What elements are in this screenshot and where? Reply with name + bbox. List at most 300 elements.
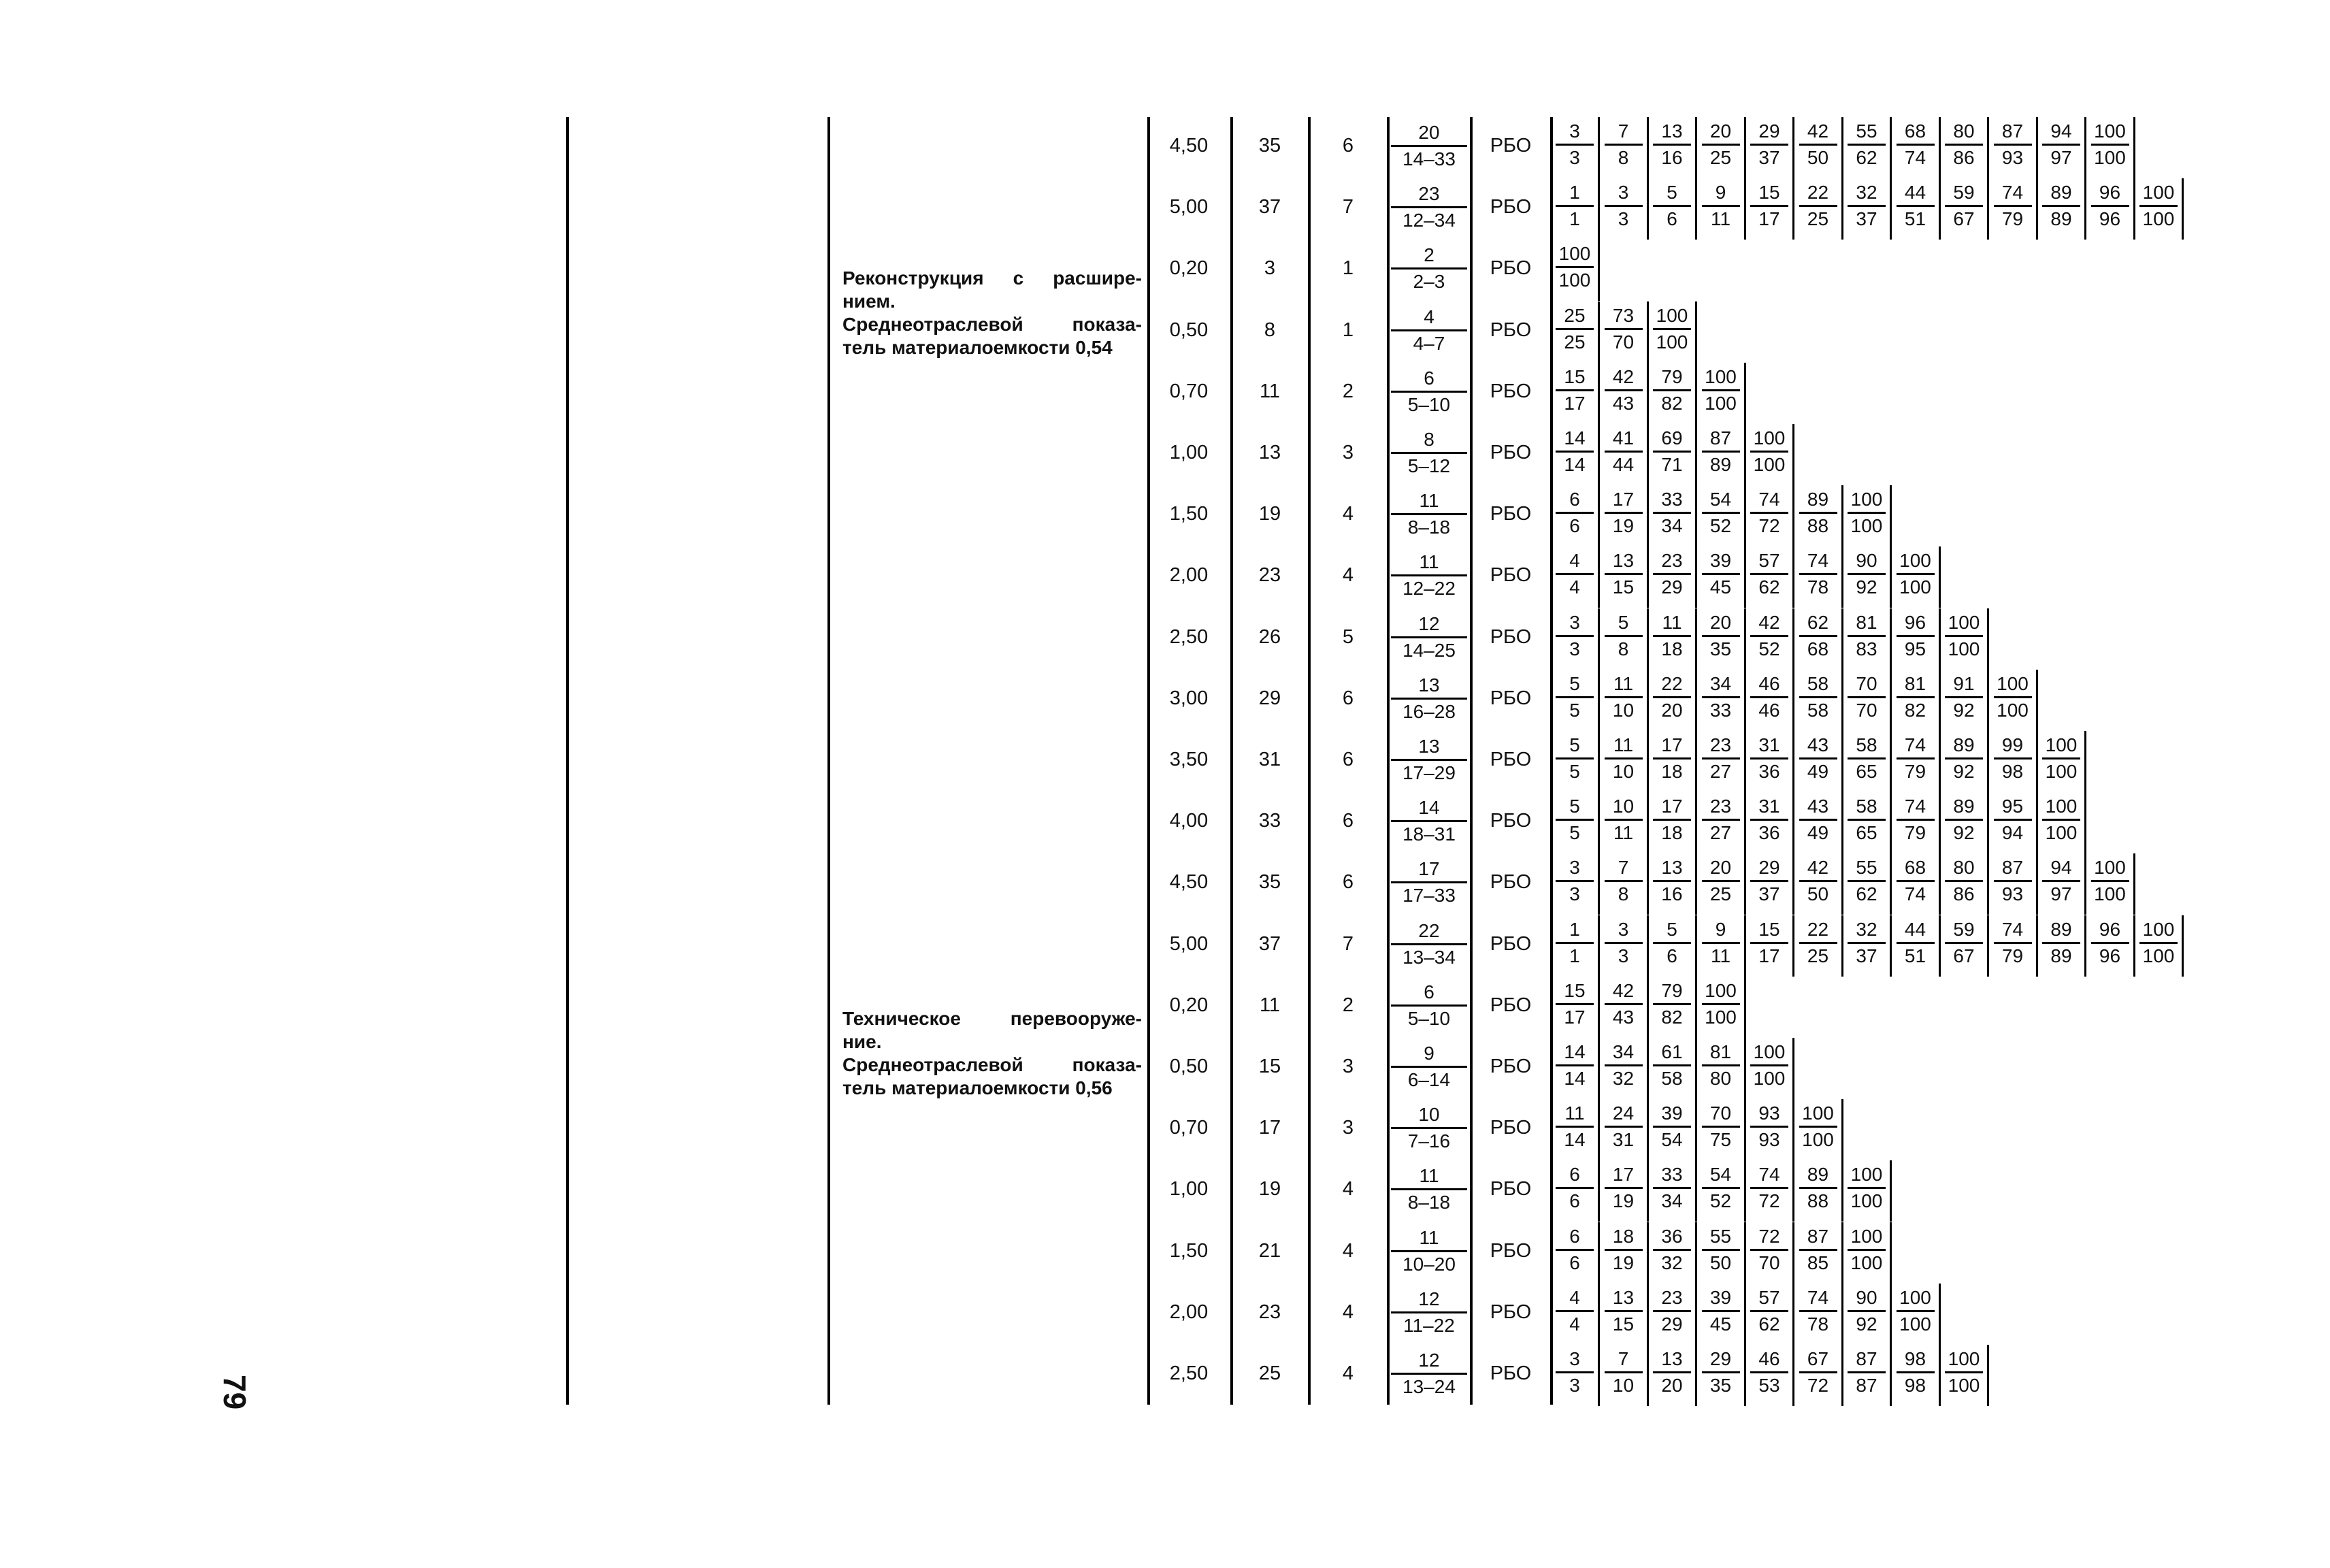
org-cell: РБО bbox=[1490, 442, 1532, 463]
cost-cell: 4,50 bbox=[1169, 135, 1209, 157]
denominator: 25 bbox=[1807, 208, 1829, 230]
norm-fraction bbox=[1391, 1164, 1467, 1214]
percent-cell bbox=[1750, 1225, 1794, 1279]
denominator: 8 bbox=[1618, 883, 1629, 905]
cell-rule bbox=[1695, 731, 1697, 792]
numerator: 14 bbox=[1564, 427, 1586, 448]
cell-rule bbox=[1647, 485, 1649, 546]
denominator: 10 bbox=[1612, 1375, 1635, 1396]
cell-rule bbox=[1647, 792, 1649, 853]
percent-fraction bbox=[1702, 120, 1740, 169]
percent-fraction bbox=[1799, 672, 1837, 722]
denominator: 82 bbox=[1661, 392, 1683, 414]
denominator: 92 bbox=[1856, 576, 1877, 598]
denominator: 82 bbox=[1661, 1006, 1683, 1028]
category-line3: тель материалоемкости 0,56 bbox=[842, 1077, 1113, 1098]
numerator: 7 bbox=[1618, 120, 1629, 142]
percent-fraction bbox=[1605, 856, 1643, 906]
cell-rule bbox=[1841, 1222, 1843, 1284]
percent-cell bbox=[1750, 918, 1794, 973]
cell-rule bbox=[1695, 792, 1697, 853]
numerator: 46 bbox=[1758, 672, 1780, 694]
denominator: 79 bbox=[2001, 945, 2024, 966]
numerator: 42 bbox=[1807, 857, 1829, 879]
percent-fraction bbox=[1605, 979, 1643, 1029]
table-row bbox=[0, 791, 2330, 851]
numerator: 4 bbox=[1569, 550, 1580, 572]
percent-cell bbox=[1702, 488, 1745, 542]
percent-cell bbox=[1605, 1225, 1648, 1279]
cell-rule bbox=[1792, 731, 1794, 792]
cell-rule bbox=[1598, 1160, 1600, 1222]
percent-cell bbox=[1556, 611, 1599, 666]
cell-rule bbox=[1939, 792, 1941, 853]
numerator: 74 bbox=[2001, 182, 2024, 203]
percent-fraction bbox=[1848, 120, 1886, 169]
cell-rule bbox=[1987, 117, 1989, 178]
denominator: 11 bbox=[1710, 208, 1731, 230]
denominator: 87 bbox=[1856, 1375, 1877, 1396]
percent-cell bbox=[1556, 242, 1599, 297]
percent-fraction bbox=[1653, 1102, 1691, 1152]
percent-fraction bbox=[1799, 1286, 1837, 1336]
percent-cell bbox=[1945, 120, 1988, 174]
percent-cell bbox=[1702, 611, 1745, 666]
fraction-bar bbox=[1750, 144, 1788, 146]
numerator: 42 bbox=[1612, 365, 1635, 387]
numerator: 94 bbox=[2050, 857, 2072, 879]
cost-cell: 4,00 bbox=[1169, 810, 1209, 832]
numerator: 70 bbox=[1709, 1102, 1732, 1124]
numerator: 29 bbox=[1758, 857, 1780, 879]
denominator: 98 bbox=[1904, 1375, 1926, 1396]
denominator: 89 bbox=[2050, 945, 2072, 966]
numerator: 90 bbox=[1856, 1286, 1877, 1308]
numerator: 9 bbox=[1424, 1043, 1434, 1064]
percent-fraction bbox=[2139, 181, 2178, 231]
percent-fraction bbox=[1556, 1163, 1594, 1213]
percent-cell bbox=[1605, 181, 1648, 235]
percent-cell bbox=[1605, 795, 1648, 849]
fraction-bar bbox=[1702, 144, 1740, 146]
denominator: 92 bbox=[1856, 1313, 1877, 1335]
numerator: 2 bbox=[1424, 244, 1434, 266]
percent-cell bbox=[1750, 795, 1794, 849]
count-cell: 4 bbox=[1342, 1178, 1354, 1200]
fraction-bar bbox=[1653, 635, 1691, 637]
numerator: 42 bbox=[1758, 611, 1780, 633]
percent-fraction bbox=[1605, 1286, 1643, 1336]
percent-cell bbox=[1750, 1286, 1794, 1341]
fraction-bar bbox=[1702, 1371, 1740, 1373]
percent-cell bbox=[1799, 1102, 1843, 1156]
norm-fraction bbox=[1391, 244, 1467, 293]
numerator: 10 bbox=[1612, 796, 1635, 817]
fraction-bar bbox=[1605, 942, 1643, 944]
percent-fraction bbox=[1653, 918, 1691, 968]
denominator: 29 bbox=[1661, 576, 1683, 598]
percent-fraction bbox=[1653, 181, 1691, 231]
numerator: 100 bbox=[1948, 611, 1980, 633]
denominator: 12–22 bbox=[1402, 578, 1456, 600]
denominator: 54 bbox=[1661, 1129, 1683, 1151]
denominator: 5–12 bbox=[1407, 455, 1451, 476]
table-row bbox=[0, 668, 2330, 728]
numerator: 32 bbox=[1856, 182, 1877, 203]
duration-cell: 19 bbox=[1258, 503, 1281, 525]
count-cell: 4 bbox=[1342, 564, 1354, 587]
denominator: 10 bbox=[1612, 761, 1635, 782]
percent-fraction bbox=[1848, 488, 1886, 538]
numerator: 20 bbox=[1709, 120, 1732, 142]
numerator: 1 bbox=[1569, 918, 1580, 940]
denominator: 79 bbox=[2001, 208, 2024, 230]
cost-cell: 3,50 bbox=[1169, 749, 1209, 770]
cell-rule bbox=[1695, 1038, 1697, 1099]
fraction-bar bbox=[1897, 696, 1935, 698]
count-cell: 1 bbox=[1342, 318, 1354, 341]
cell-rule bbox=[1987, 608, 1989, 670]
cell-rule bbox=[2084, 178, 2086, 240]
percent-cell bbox=[1605, 918, 1648, 973]
percent-cell bbox=[1605, 427, 1648, 481]
fraction-bar bbox=[1702, 1003, 1740, 1005]
percent-cell bbox=[1702, 672, 1745, 727]
cell-rule bbox=[1939, 670, 1941, 731]
percent-cell bbox=[1750, 427, 1794, 481]
percent-cell bbox=[1702, 120, 1745, 174]
percent-fraction bbox=[1556, 1225, 1594, 1275]
cell-rule bbox=[1939, 178, 1941, 240]
denominator: 44 bbox=[1612, 454, 1635, 475]
denominator: 7–16 bbox=[1407, 1130, 1451, 1152]
fraction-bar bbox=[1391, 267, 1467, 270]
numerator: 42 bbox=[1807, 120, 1829, 142]
percent-cell bbox=[1605, 1348, 1648, 1402]
numerator: 89 bbox=[1953, 734, 1975, 755]
fraction-bar bbox=[1653, 1003, 1691, 1005]
cost-cell: 2,00 bbox=[1169, 1301, 1209, 1323]
percent-fraction bbox=[1994, 672, 2032, 722]
numerator: 33 bbox=[1661, 1164, 1683, 1186]
cell-rule bbox=[1841, 915, 1843, 977]
fraction-bar bbox=[1605, 328, 1643, 330]
count-cell: 3 bbox=[1342, 442, 1354, 463]
percent-fraction bbox=[1556, 1102, 1594, 1152]
cell-rule bbox=[1744, 1222, 1746, 1284]
denominator: 72 bbox=[1758, 515, 1780, 537]
cell-rule bbox=[1744, 915, 1746, 977]
denominator: 17 bbox=[1564, 392, 1586, 414]
percent-fraction bbox=[1897, 181, 1935, 231]
denominator: 50 bbox=[1807, 883, 1829, 905]
percent-fraction bbox=[1897, 672, 1935, 722]
numerator: 98 bbox=[1904, 1348, 1926, 1369]
cell-rule bbox=[1890, 546, 1892, 608]
denominator: 100 bbox=[1705, 392, 1737, 414]
norm-fraction bbox=[1391, 612, 1467, 662]
percent-cell bbox=[1799, 611, 1843, 666]
numerator: 100 bbox=[1558, 243, 1591, 265]
denominator: 34 bbox=[1661, 1190, 1683, 1212]
org-cell: РБО bbox=[1490, 135, 1532, 157]
percent-cell bbox=[1897, 611, 1940, 666]
percent-cell bbox=[1702, 1225, 1745, 1279]
numerator: 89 bbox=[1807, 489, 1829, 510]
fraction-bar bbox=[1391, 1373, 1467, 1375]
numerator: 6 bbox=[1424, 981, 1434, 1002]
fraction-bar bbox=[1994, 819, 2032, 821]
fraction-bar bbox=[1391, 1004, 1467, 1007]
percent-cell bbox=[1897, 856, 1940, 911]
fraction-bar bbox=[1605, 573, 1643, 575]
table-row bbox=[0, 1159, 2330, 1219]
numerator: 9 bbox=[1715, 182, 1726, 203]
denominator: 6–14 bbox=[1407, 1069, 1451, 1090]
numerator: 24 bbox=[1612, 1102, 1635, 1124]
fraction-bar bbox=[1994, 942, 2032, 944]
percent-fraction bbox=[1702, 427, 1740, 476]
numerator: 13 bbox=[1661, 120, 1683, 142]
denominator: 35 bbox=[1709, 638, 1732, 659]
denominator: 75 bbox=[1709, 1129, 1732, 1151]
denominator: 58 bbox=[1807, 699, 1829, 721]
percent-fraction bbox=[1799, 734, 1837, 783]
numerator: 4 bbox=[1424, 306, 1434, 327]
cell-rule bbox=[1841, 1099, 1843, 1160]
denominator: 5 bbox=[1569, 822, 1580, 844]
denominator: 50 bbox=[1807, 147, 1829, 168]
fraction-bar bbox=[1605, 144, 1643, 146]
cell-rule bbox=[1987, 915, 1989, 977]
denominator: 27 bbox=[1709, 822, 1732, 844]
fraction-bar bbox=[1848, 819, 1886, 821]
percent-cell bbox=[1605, 1102, 1648, 1156]
numerator: 6 bbox=[1424, 367, 1434, 389]
numerator: 4 bbox=[1569, 1286, 1580, 1308]
denominator: 52 bbox=[1709, 1190, 1732, 1212]
denominator: 17 bbox=[1758, 208, 1780, 230]
percent-fraction bbox=[1605, 1163, 1643, 1213]
denominator: 85 bbox=[1807, 1252, 1829, 1273]
numerator: 87 bbox=[2001, 120, 2024, 142]
numerator: 70 bbox=[1856, 672, 1877, 694]
numerator: 3 bbox=[1618, 182, 1629, 203]
denominator: 4 bbox=[1569, 576, 1580, 598]
cell-rule bbox=[1647, 1222, 1649, 1284]
denominator: 25 bbox=[1709, 883, 1732, 905]
fraction-bar bbox=[1605, 389, 1643, 391]
cell-rule bbox=[1792, 1284, 1794, 1345]
cell-rule bbox=[2036, 792, 2038, 853]
cell-rule bbox=[1695, 853, 1697, 915]
cell-rule bbox=[1744, 853, 1746, 915]
percent-fraction bbox=[1848, 549, 1886, 599]
percent-fraction bbox=[1702, 549, 1740, 599]
fraction-bar bbox=[2091, 880, 2129, 882]
cell-rule bbox=[1598, 977, 1600, 1038]
denominator: 14–25 bbox=[1402, 639, 1456, 661]
denominator: 71 bbox=[1661, 454, 1683, 475]
percent-cell bbox=[1799, 672, 1843, 727]
fraction-bar bbox=[1994, 757, 2032, 760]
denominator: 100 bbox=[2045, 822, 2078, 844]
norm-fraction bbox=[1391, 121, 1467, 171]
numerator: 11 bbox=[1564, 1102, 1585, 1124]
percent-cell bbox=[1750, 672, 1794, 727]
fraction-bar bbox=[1848, 1187, 1886, 1189]
numerator: 57 bbox=[1758, 550, 1780, 572]
cost-cell: 0,50 bbox=[1169, 318, 1209, 341]
denominator: 72 bbox=[1758, 1190, 1780, 1212]
norm-fraction bbox=[1391, 182, 1467, 232]
percent-fraction bbox=[1653, 795, 1691, 845]
percent-fraction bbox=[1750, 549, 1788, 599]
denominator: 10 bbox=[1612, 699, 1635, 721]
cell-rule bbox=[1744, 1284, 1746, 1345]
percent-cell bbox=[1799, 120, 1843, 174]
cell-rule bbox=[1890, 915, 1892, 977]
percent-fraction bbox=[1897, 734, 1935, 783]
fraction-bar bbox=[1848, 1249, 1886, 1251]
cell-rule bbox=[1792, 424, 1794, 485]
org-cell: РБО bbox=[1490, 1301, 1532, 1323]
fraction-bar bbox=[1556, 696, 1594, 698]
percent-fraction bbox=[1750, 1225, 1788, 1275]
numerator: 11 bbox=[1662, 611, 1682, 633]
denominator: 34 bbox=[1661, 515, 1683, 537]
percent-fraction bbox=[1994, 918, 2032, 968]
cell-rule bbox=[1647, 301, 1649, 363]
percent-fraction bbox=[1750, 488, 1788, 538]
cell-rule bbox=[1744, 178, 1746, 240]
cell-rule bbox=[1792, 117, 1794, 178]
numerator: 3 bbox=[1569, 1348, 1580, 1369]
fraction-bar bbox=[1750, 1249, 1788, 1251]
percent-fraction bbox=[1750, 672, 1788, 722]
fraction-bar bbox=[1750, 819, 1788, 821]
numerator: 81 bbox=[1904, 672, 1926, 694]
cell-rule bbox=[1598, 424, 1600, 485]
numerator: 15 bbox=[1758, 182, 1780, 203]
denominator: 45 bbox=[1709, 1313, 1732, 1335]
numerator: 39 bbox=[1709, 1286, 1732, 1308]
denominator: 3 bbox=[1569, 883, 1580, 905]
fraction-bar bbox=[1556, 1249, 1594, 1251]
numerator: 5 bbox=[1569, 734, 1580, 755]
denominator: 11–22 bbox=[1403, 1314, 1455, 1336]
cell-rule bbox=[1792, 1222, 1794, 1284]
norm-fraction bbox=[1391, 735, 1467, 785]
percent-fraction bbox=[1556, 120, 1594, 169]
table-row bbox=[0, 300, 2330, 360]
cell-rule bbox=[1792, 485, 1794, 546]
numerator: 29 bbox=[1758, 120, 1780, 142]
percent-cell bbox=[1653, 1163, 1696, 1218]
cell-rule bbox=[1695, 1345, 1697, 1406]
percent-cell bbox=[2042, 918, 2086, 973]
percent-cell bbox=[1994, 181, 2037, 235]
cell-rule bbox=[1939, 1345, 1941, 1406]
numerator: 42 bbox=[1612, 979, 1635, 1001]
fraction-bar bbox=[1848, 757, 1886, 760]
percent-cell bbox=[2042, 181, 2086, 235]
cell-rule bbox=[2036, 731, 2038, 792]
percent-cell bbox=[1605, 672, 1648, 727]
fraction-bar bbox=[1702, 512, 1740, 514]
fraction-bar bbox=[1702, 880, 1740, 882]
org-cell: РБО bbox=[1490, 503, 1532, 525]
percent-cell bbox=[1994, 672, 2037, 727]
percent-fraction bbox=[1994, 181, 2032, 231]
cell-rule bbox=[1744, 792, 1746, 853]
cost-cell: 0,20 bbox=[1169, 257, 1209, 280]
cell-rule bbox=[1598, 1038, 1600, 1099]
denominator: 37 bbox=[1758, 147, 1780, 168]
percent-fraction bbox=[1653, 488, 1691, 538]
numerator: 54 bbox=[1709, 1164, 1732, 1186]
percent-fraction bbox=[1750, 734, 1788, 783]
numerator: 10 bbox=[1418, 1104, 1440, 1126]
percent-cell bbox=[1702, 427, 1745, 481]
numerator: 14 bbox=[1418, 797, 1440, 819]
denominator: 62 bbox=[1758, 576, 1780, 598]
table-row bbox=[0, 1098, 2330, 1158]
fraction-bar bbox=[1391, 145, 1467, 147]
org-cell: РБО bbox=[1490, 994, 1532, 1016]
denominator: 98 bbox=[2001, 761, 2024, 782]
cell-rule bbox=[1598, 1099, 1600, 1160]
cell-rule bbox=[1841, 608, 1843, 670]
percent-cell bbox=[1848, 1163, 1891, 1218]
cell-rule bbox=[1744, 363, 1746, 424]
fraction-bar bbox=[1702, 205, 1740, 207]
denominator: 70 bbox=[1612, 331, 1635, 353]
denominator: 33 bbox=[1709, 699, 1732, 721]
count-cell: 4 bbox=[1342, 1362, 1354, 1384]
percent-fraction bbox=[1556, 672, 1594, 722]
cell-rule bbox=[1987, 792, 1989, 853]
fraction-bar bbox=[1750, 942, 1788, 944]
fraction-bar bbox=[1702, 757, 1740, 760]
cell-rule bbox=[1695, 178, 1697, 240]
numerator: 55 bbox=[1856, 857, 1877, 879]
percent-cell bbox=[1945, 672, 1988, 727]
cell-rule bbox=[1890, 178, 1892, 240]
fraction-bar bbox=[1556, 942, 1594, 944]
numerator: 87 bbox=[1807, 1225, 1829, 1247]
cell-rule bbox=[1695, 1222, 1697, 1284]
fraction-bar bbox=[1848, 1371, 1886, 1373]
numerator: 7 bbox=[1618, 857, 1629, 879]
numerator: 13 bbox=[1612, 550, 1635, 572]
percent-cell bbox=[1897, 1286, 1940, 1341]
fraction-bar bbox=[1556, 1310, 1594, 1312]
denominator: 37 bbox=[1758, 883, 1780, 905]
numerator: 100 bbox=[1656, 304, 1688, 326]
denominator: 37 bbox=[1856, 208, 1877, 230]
numerator: 5 bbox=[1667, 182, 1677, 203]
percent-fraction bbox=[1653, 856, 1691, 906]
fraction-bar bbox=[1556, 573, 1594, 575]
percent-cell bbox=[1897, 1348, 1940, 1402]
fraction-bar bbox=[1799, 942, 1837, 944]
percent-fraction bbox=[1605, 611, 1643, 661]
percent-fraction bbox=[1945, 672, 1983, 722]
duration-cell: 13 bbox=[1258, 442, 1281, 463]
cell-rule bbox=[1647, 731, 1649, 792]
cell-rule bbox=[1841, 731, 1843, 792]
